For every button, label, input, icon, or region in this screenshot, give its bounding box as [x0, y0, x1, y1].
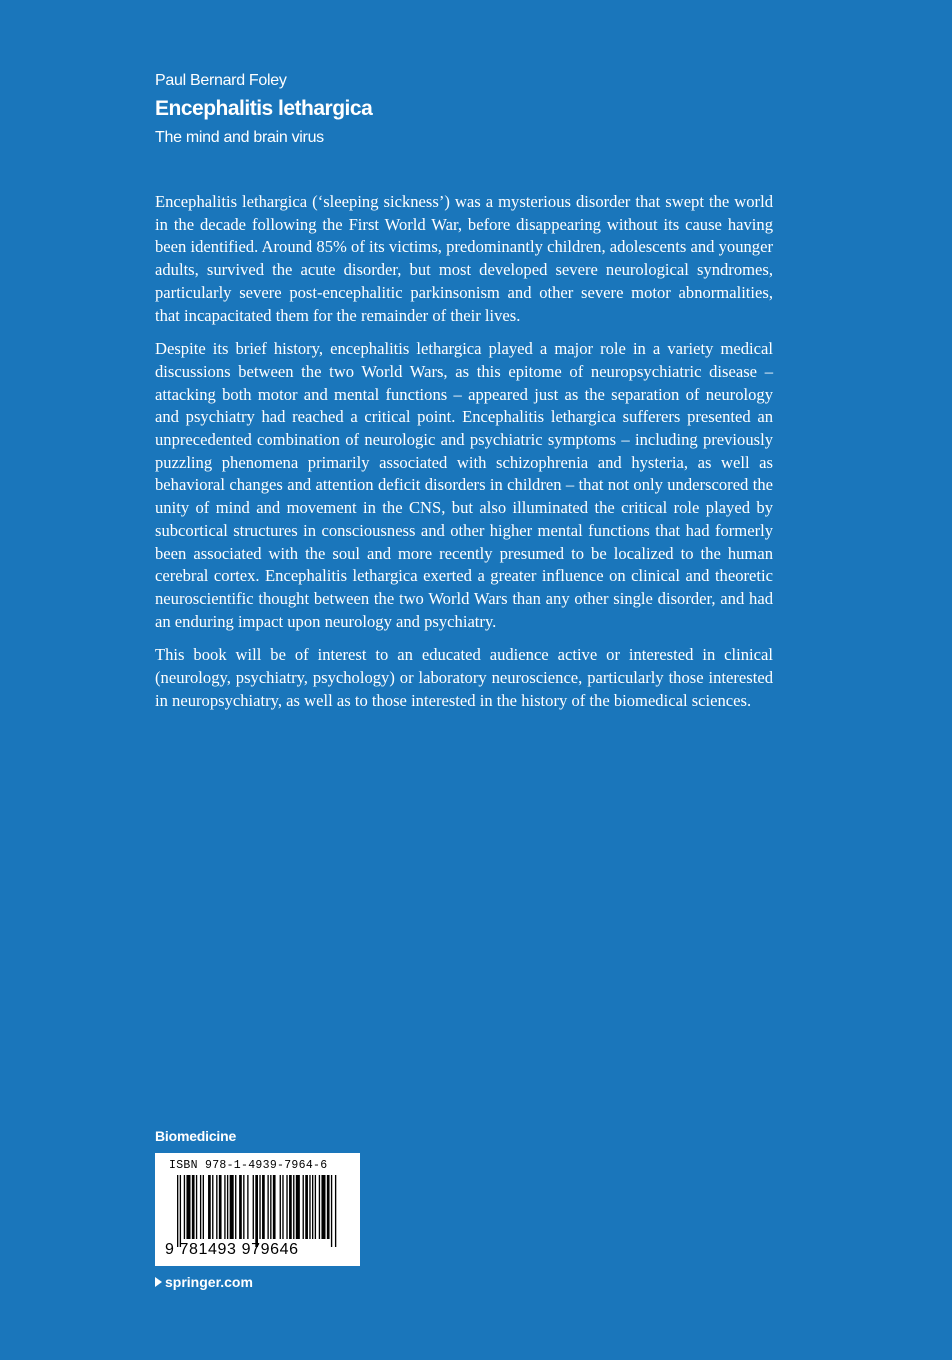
blurb-paragraph: This book will be of interest to an educated audience active or interested in clinical (neurology, psychiatry, psychology) or laboratory neuroscience, particularly those interested in neuropsychiatry, as well as to those interested in the history of the biomedical sciences. [155, 645, 773, 710]
barcode-bar [177, 1175, 178, 1247]
barcode-digits: 9 781493 979646 [165, 1241, 299, 1258]
barcode-bar [293, 1175, 294, 1239]
barcode-bar [335, 1175, 336, 1247]
subject-category: Biomedicine [155, 1128, 237, 1144]
blurb [155, 191, 773, 723]
barcode-bar [230, 1175, 234, 1239]
barcode-bar [321, 1175, 325, 1239]
author-name: Paul Bernard Foley [155, 72, 287, 89]
barcode-bar [200, 1175, 201, 1239]
cover-header [155, 70, 372, 149]
barcode-bar [286, 1175, 287, 1239]
barcode-bar [296, 1175, 300, 1239]
book-title: Encephalitis lethargica [155, 97, 373, 120]
isbn-label: ISBN 978-1-4939-7964-6 [169, 1159, 328, 1172]
barcode-bar [303, 1175, 304, 1239]
barcode-bar [219, 1175, 222, 1239]
barcode-bar [312, 1175, 313, 1239]
barcode [155, 1153, 360, 1266]
barcode-bar [262, 1175, 265, 1239]
publisher-website[interactable]: springer.com [165, 1274, 253, 1290]
barcode-bar [239, 1175, 242, 1239]
barcode-bar [267, 1175, 268, 1239]
barcode-bar [184, 1175, 185, 1239]
barcode-bar [331, 1175, 332, 1247]
blurb-paragraph: Encephalitis lethargica (‘sleeping sickness’) was a mysterious disorder that swept the world in the decade following the First World War, before disappearing without its cause having been identified. Around 85% of its victims, predominantly children, adolescents and younger adults, survived the acute disorder, but most developed severe neurological syndromes, particularly severe post-encephalitic parkinsonism and other severe motor abnormalities, that incapacitated them for the remainder of their lives. [155, 192, 773, 325]
barcode-bar [192, 1175, 195, 1239]
publisher-link[interactable] [155, 1274, 253, 1290]
barcode-bar [196, 1175, 197, 1239]
barcode-bar [216, 1175, 217, 1239]
arrow-right-icon [155, 1277, 162, 1287]
barcode-bar [315, 1175, 316, 1239]
barcode-bar [305, 1175, 308, 1239]
barcode-bar [259, 1175, 260, 1239]
barcode-bar [327, 1175, 330, 1239]
barcode-bar [186, 1175, 190, 1239]
barcode-bar [253, 1175, 254, 1239]
barcode-bar [270, 1175, 271, 1239]
book-subtitle: The mind and brain virus [155, 129, 324, 146]
barcode-bar [319, 1175, 320, 1239]
barcode-bar [255, 1175, 258, 1247]
barcode-bar [208, 1175, 211, 1239]
barcode-bar [273, 1175, 276, 1239]
barcode-bar [282, 1175, 283, 1239]
barcode-bar [180, 1175, 181, 1247]
barcode-bar [227, 1175, 228, 1239]
barcode-bar [212, 1175, 213, 1239]
barcode-bar [289, 1175, 292, 1239]
barcode-bar [203, 1175, 204, 1239]
barcode-bar [243, 1175, 244, 1239]
barcode-bar [309, 1175, 310, 1239]
barcode-bar [247, 1175, 248, 1239]
barcode-bar [235, 1175, 236, 1239]
blurb-paragraph: Despite its brief history, encephalitis lethargica played a major role in a variety medical discussions between the two World Wars, as this epitome of neuropsychiatric disease – attacking both motor and mental functions – appeared just as the separation of neurology and psychiatry had reached a critical point. Encephalitis lethargica sufferers presented an unprecedented combination of neurologic and psychiatric symptoms – including previously puzzling phenomena primarily associated with schizophrenia and hysteria, as well as behavioral changes and attention deficit disorders in children – that not only underscored the unity of mind and movement in the CNS, but also illuminated the critical role played by subcortical structures in consciousness and other higher mental functions that had formerly been associated with the soul and more recently presumed to be localized to the human cerebral cortex. Encephalitis lethargica exerted a greater influence on clinical and theoretic neuroscientific thought between the two World Wars than any other single disorder, and had an enduring impact upon neurology and psychiatry. [155, 339, 773, 631]
barcode-bar [280, 1175, 281, 1239]
barcode-bar [224, 1175, 225, 1239]
